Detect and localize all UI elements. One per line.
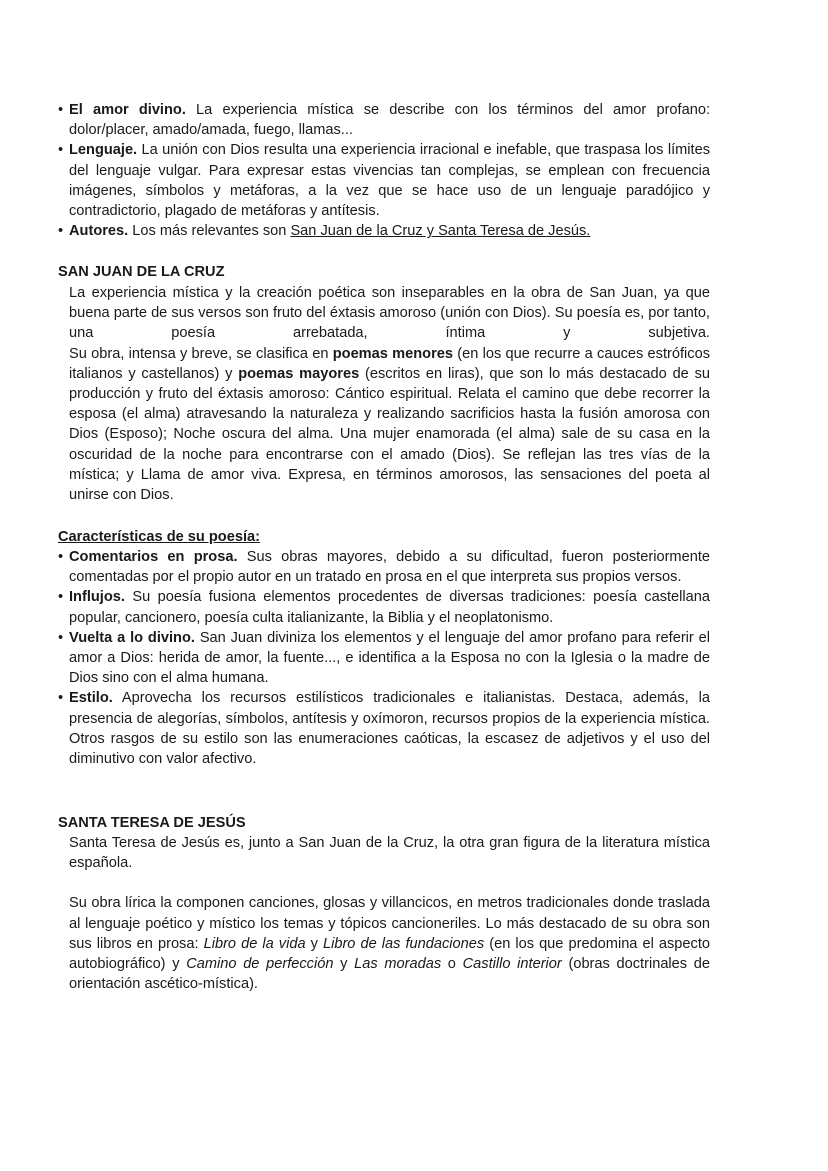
bullet-lead: El amor divino. <box>69 102 186 118</box>
book-title: Libro de la vida <box>203 935 306 952</box>
santa-teresa-body <box>69 833 710 994</box>
section-heading-santa-teresa: SANTA TERESA DE JESÚS <box>58 815 246 831</box>
bullet-text: Los más relevantes son <box>128 223 291 240</box>
text-run: (en los que recurre a cauces estróficos italianos y castellanos) y <box>69 345 711 382</box>
book-title: Castillo interior <box>462 956 562 973</box>
list-item <box>58 100 710 140</box>
bullet-lead: Influjos. <box>69 589 125 606</box>
santa-teresa-paragraph-1: Santa Teresa de Jesús es, junto a San Juan de la Cruz, la otra gran figura de la literatura mística española. <box>69 835 710 872</box>
list-item <box>58 547 710 587</box>
list-item <box>58 587 710 627</box>
bullet-lead: Lenguaje. <box>69 142 138 159</box>
text-run: (escritos en liras), que son lo más destacado de su producción y fruto del éxtasis amoroso: Cántico espiritual. Relata el camino que debe recorrer la esposa (el alma) atravesando la naturaleza y realizando sacrificios hasta la fusión amorosa con Dios (Esposo); Noche oscura del alma. Una mujer enamorada (el alma) sale de su casa en la oscuridad de la noche para encontrarse con el amado (Dios). Se reflejan las tres vías de la mística; y Llama de amor viva. Expresa, en términos amorosos, las sensaciones del poeta al unirse con Dios. <box>69 365 711 504</box>
list-item <box>58 140 710 221</box>
bullet-text: Aprovecha los recursos estilísticos tradicionales e italianistas. Destaca, además, la presencia de alegorías, símbolos, antítesis y oxímoron, recursos propios de la experiencia mística. Otros rasgos de su estilo son las enumeraciones caóticas, la escasez de adjetivos y el uso del diminutivo con valor afectivo. <box>69 690 710 768</box>
bullet-text: San Juan diviniza los elementos y el lenguaje del amor profano para referir el amor a Dios: herida de amor, la fuente..., e identifica a la Esposa no con la Iglesia o la madre de Dios sino con el alma humana. <box>69 629 710 687</box>
bullet-lead: Comentarios en prosa. <box>69 549 238 565</box>
santa-teresa-paragraph-2 <box>69 893 710 994</box>
text-run: y <box>305 935 323 952</box>
list-item <box>58 688 710 769</box>
bullet-text: Su poesía fusiona elementos procedentes de diversas tradiciones: poesía castellana popular, cancionero, poesía culta italianizante, la Biblia y el neoplatonismo. <box>69 589 710 626</box>
text-run: (obras doctrinales de orientación ascético-mística). <box>69 956 711 993</box>
bullet-text: Sus obras mayores, debido a su dificultad, fueron posteriormente comentadas por el propio autor en un tratado en prosa en el que interpreta sus propios versos. <box>69 549 710 586</box>
text-run: o <box>441 956 463 973</box>
intro-bullet-list <box>58 100 710 241</box>
bullet-lead: Autores. <box>69 223 129 240</box>
bullet-lead: Estilo. <box>69 690 113 707</box>
text-run: (en los que predomina el aspecto autobiográfico) y <box>69 935 710 973</box>
book-title: Libro de las fundaciones <box>322 935 485 952</box>
authors-underlined: San Juan de la Cruz y Santa Teresa de Jesús. <box>290 223 591 240</box>
list-item <box>58 221 710 241</box>
text-run: Su obra, intensa y breve, se clasifica en <box>69 345 333 362</box>
text-run: Su obra lírica la componen canciones, glosas y villancicos, en metros tradicionales donde traslada al lenguaje poético y místico los temas y tópicos cancioneriles. Lo más destacado de su obra son sus libros en prosa: <box>69 895 710 952</box>
section-heading-san-juan: SAN JUAN DE LA CRUZ <box>58 264 225 280</box>
san-juan-paragraph-1: La experiencia mística y la creación poética son inseparables en la obra de San Juan, ya que buena parte de sus versos son fruto del éxtasis amoroso (unión con Dios). Su poesía es, por tanto, una poesía arrebatada, íntima y subjetiva. <box>69 285 710 342</box>
poemas-menores: poemas menores <box>332 345 453 362</box>
san-juan-paragraph-2 <box>69 344 710 506</box>
bullet-text: La unión con Dios resulta una experiencia irracional e inefable, que traspasa los límites del lenguaje vulgar. Para expresar estas vivencias tan complejas, se emplean con frecuencia imágenes, símbolos y metáforas, a la vez que se hace uso de un lenguaje paradójico y contradictorio, plagado de metáforas y antítesis. <box>69 142 710 220</box>
book-title: Camino de perfección <box>186 956 334 973</box>
text-run: y <box>333 956 355 973</box>
bullet-text: La experiencia mística se describe con los términos del amor profano: dolor/placer, amado/amada, fuego, llamas... <box>69 102 710 139</box>
book-title: Las moradas <box>354 956 442 973</box>
bullet-lead: Vuelta a lo divino. <box>69 629 195 646</box>
caracteristicas-list <box>58 547 710 769</box>
caracteristicas-heading: Características de su poesía: <box>58 529 260 545</box>
poemas-mayores: poemas mayores <box>238 365 360 382</box>
list-item <box>58 628 710 689</box>
san-juan-body <box>69 283 710 505</box>
